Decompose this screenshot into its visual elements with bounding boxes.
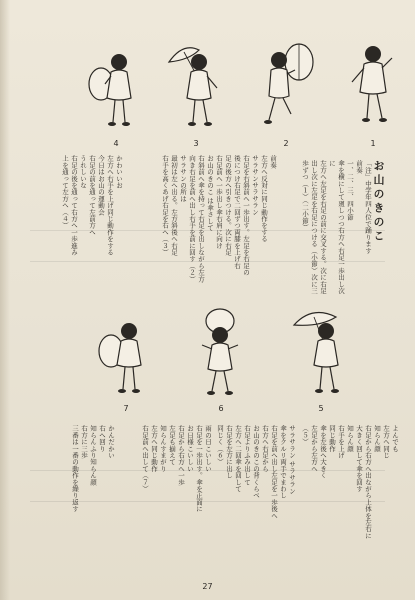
song-title: お山のきのこ <box>372 160 385 244</box>
figure-number: 6 <box>218 404 224 413</box>
dance-figure-6 <box>190 305 252 413</box>
figure-strip-middle <box>60 305 405 415</box>
dancer-drawing <box>290 305 352 401</box>
dance-figure-5 <box>290 305 352 413</box>
dancer-drawing <box>190 305 252 401</box>
instruction-text: よんでも 左方へ同じ 知らん顔 右足から右方へ出ながら上体を左右に 大きく回して傘を回す 知らん顔 右手を上げ 同じ動作 傘を左後へ大きく 左足から左方へ （５） <box>301 425 399 539</box>
instruction-text: かわいいお 左方へ右手を上げ同じ動作をする 今日はお山の運動会 右足の前を通って左前方へ うれしいな 右足の後を通って右方へ一歩進み 上を通って左方へ（４） <box>61 155 123 256</box>
figure-number: 3 <box>193 139 199 148</box>
figure-number: 4 <box>113 139 119 148</box>
instruction-text: かんだかい 右へ回り 知らんふり知らん顔 右方に三歩 三番は一番の動作を繰り返す <box>71 425 115 513</box>
figure-number: 5 <box>318 404 324 413</box>
dance-figure-4 <box>85 40 147 148</box>
dancer-drawing <box>95 305 157 401</box>
text-verse1-part1 <box>160 155 286 300</box>
figure-number: 2 <box>283 139 289 148</box>
dance-figure-7 <box>95 305 157 413</box>
figure-number: 7 <box>123 404 129 413</box>
dance-figure-1 <box>342 40 404 148</box>
page-number: 27 <box>202 582 213 591</box>
instruction-text: 前奏 一、二、三、四小節 傘を横にして廻しつつ右方へ右足一歩出し次に 左方へ左足を右足の前に交叉する。次に右足 出し次に左足を右足につける（小節）次に三 歩ずつ（１）（二小節） <box>301 160 363 294</box>
dancer-drawing <box>255 40 317 136</box>
dancer-drawing <box>165 40 227 136</box>
text-verse3 <box>70 425 124 575</box>
figure-number: 1 <box>370 139 376 148</box>
text-verse2-part3 <box>140 425 221 575</box>
text-intro-prelude <box>300 160 381 300</box>
dance-figure-3 <box>165 40 227 148</box>
note-line: 「注」中学年四人位で踊ります <box>364 160 372 254</box>
figure-strip-top <box>60 40 405 150</box>
instruction-text: サラサラン サラサラン 傘をクルリ両手でまわし 右足を前へ出し左足を一歩後へ 右方へ右足から お山のきのこの背くらべ 右足よりふみ出して 左方へ二回傘を回して 右足を左方に出し 同じく（６） <box>216 425 296 519</box>
dance-figure-2 <box>255 40 317 148</box>
instruction-text: 雨の日こいしい 右足を一歩出す。傘を正面に お日様こいしい 右足から右方へ一歩 左足も揃えて 知らんすまがり 左方へ同じ動作 右足前へ出して（７） <box>141 425 212 513</box>
text-verse1-part2 <box>60 155 132 295</box>
page-edge-shadow <box>0 0 10 600</box>
dancer-drawing <box>342 40 404 136</box>
text-verse2-part1 <box>300 425 408 575</box>
text-verse2-part2 <box>215 425 305 575</box>
instruction-text: 前奏 左方へ反対に同じ動作をする サラサンサラサラン 右足を右斜前へ一歩出す。左足を右足の 後につけ右足で二回ずつ両膝を上げ右 足の後方へ引きつける。次に右足 右足前へ一歩出し傘右肩に向け お山のきのこ は傘さして 右斜前へ傘を持って右足を出しながら左方 向き右足を前へ出し右手を前に回す（２） サラサンの所は 最初は左へ出る。左方斜後へ右足 右手を高くあげ右足を右へ（３） <box>161 155 277 283</box>
dancer-drawing <box>85 40 147 136</box>
